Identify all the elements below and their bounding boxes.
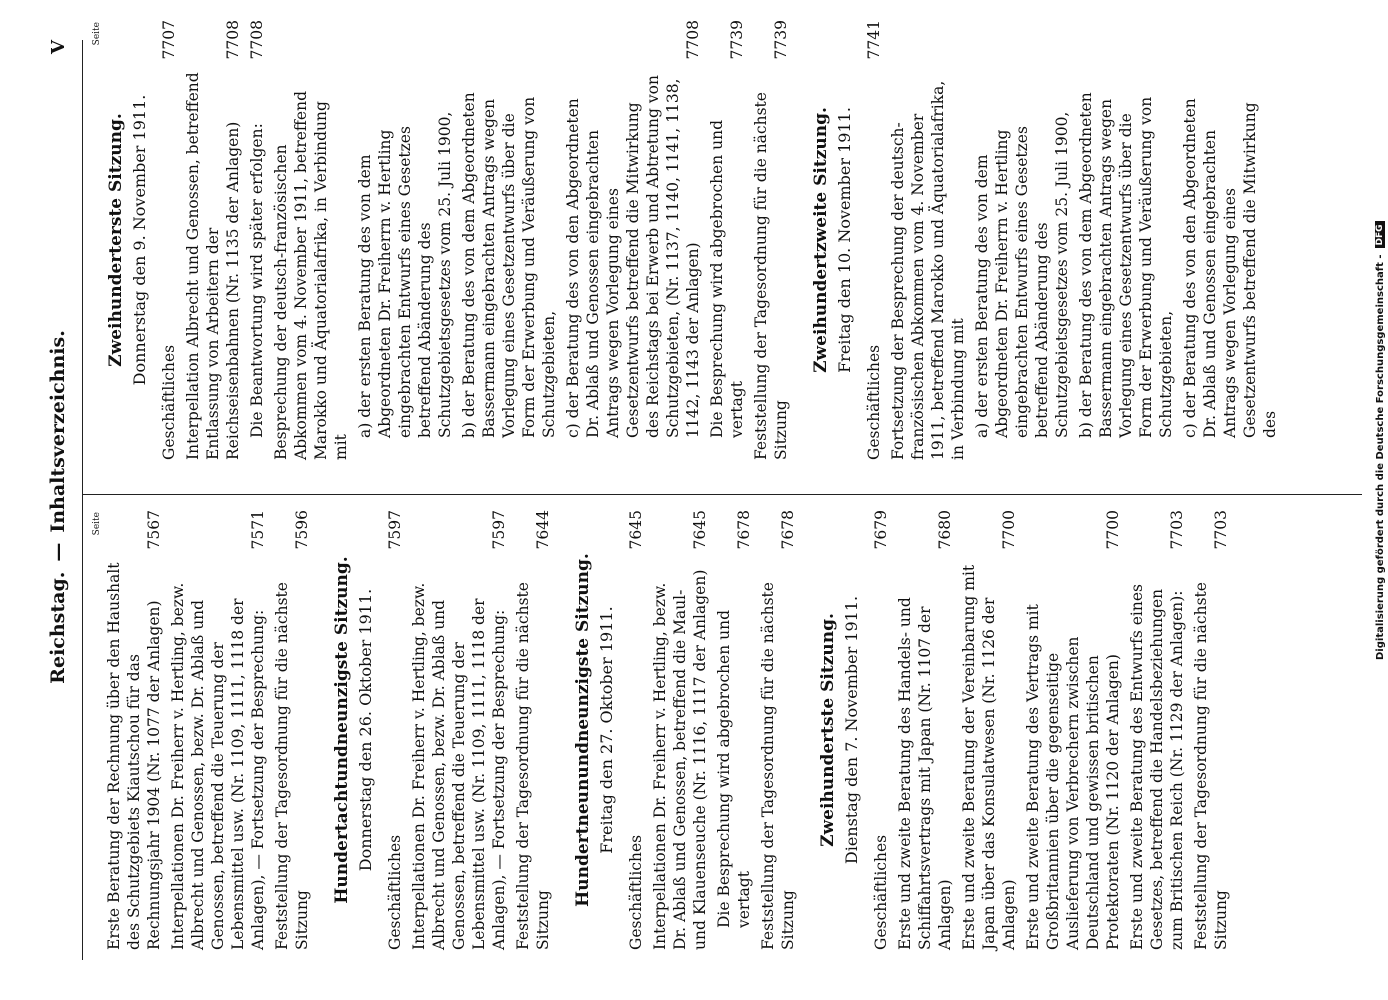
session-title: Zweihundertzweite Sitzung. — [811, 107, 831, 373]
entry-page: 7703 — [1168, 510, 1186, 550]
header-rule — [82, 40, 83, 960]
session-entries — [871, 510, 1231, 950]
entry-text: Die Besprechung wird abgebrochen und vertagt — [715, 609, 753, 928]
entry-text: a) der ersten Beratung des von dem Abgeordneten Dr. Freiherrn v. Hertling eingebrachten Entwurfs eines Gesetzes betreffend Abänderung des Schutzgebietsgesetzes vom 25. Juli 1900, — [356, 111, 454, 438]
session-entries — [626, 510, 798, 950]
toc-entry — [714, 510, 754, 950]
entry-text: Die Besprechung wird abgebrochen und vertagt — [708, 119, 746, 438]
session-title: Zweihunderterste Sitzung. — [106, 113, 126, 367]
entry-page: 7597 — [490, 510, 508, 550]
seite-label: Seite — [92, 22, 102, 46]
toc-entry — [758, 510, 798, 950]
toc-entry — [385, 510, 405, 950]
page-header — [38, 40, 78, 960]
page-number: V — [47, 40, 69, 54]
session-entries — [385, 510, 553, 950]
entry-page: 7678 — [735, 510, 753, 550]
toc-entry — [563, 20, 703, 460]
session-date: Freitag den 10. November 1911. — [835, 107, 854, 373]
entry-page: 7644 — [534, 510, 552, 550]
entry-text: Fortsetzung der Besprechung der deutsch-französischen Abkommen vom 4. November 1911, betreffend Marokko und Äquatorialafrika, in Verbindung mit — [889, 80, 967, 460]
toc-entry — [871, 510, 891, 950]
digitization-text: Digitalisierung gefördert durch die Deutsche Forschungsgemeinschaft - — [1374, 254, 1386, 660]
session-title: Zweihundertste Sitzung. — [818, 613, 838, 847]
session-entries — [159, 20, 791, 460]
toc-entry — [626, 510, 646, 950]
session-title: Hundertneunundneunzigste Sitzung. — [573, 553, 593, 907]
entry-page: 7680 — [936, 510, 954, 550]
toc-entry — [183, 20, 243, 460]
toc-entry — [1191, 510, 1231, 950]
session-date: Donnerstag den 9. November 1911. — [130, 94, 149, 386]
toc-entry — [513, 510, 553, 950]
entry-text: Feststellung der Tagesordnung für die nächste Sitzung — [759, 582, 797, 950]
toc-entry — [751, 20, 791, 460]
entry-text: Erste und zweite Beratung des Entwurfs eines Gesetzes, betreffend die Handelsbeziehungen zum Britischen Reich (Nr. 1129 der Anlagen): — [1128, 584, 1186, 950]
toc-entry — [1127, 510, 1187, 950]
header-left: Reichstag. — [47, 571, 69, 684]
toc-entry — [707, 20, 747, 460]
entry-text: Besprechung der deutsch-französischen Abkommen vom 4. November 1911, betreffend Marokko und Äquatorialafrika, in Verbindung mit — [272, 91, 350, 460]
digitization-note — [1372, 0, 1388, 1000]
toc-entry — [888, 20, 968, 460]
toc-entry — [1076, 20, 1176, 460]
entry-text: Feststellung der Tagesordnung für die nächste Sitzung — [514, 582, 552, 950]
entry-text: Erste und zweite Beratung der Vereinbarung mit Japan über das Konsulatwesen (Nr. 1126 der Anlagen) — [960, 564, 1018, 950]
toc-entry — [104, 510, 164, 950]
entry-text: b) der Beratung des von dem Abgeordneten Bassermann eingebrachten Antrags wegen Vorlegung eines Gesetzentwurfs über die Form der Erwerbung und Veräußerung von Schutzgebieten, — [460, 92, 558, 438]
session-date: Donnerstag den 26. Oktober 1911. — [356, 588, 375, 872]
entry-text: Feststellung der Tagesordnung für die nächste Sitzung — [273, 582, 311, 950]
entry-text: a) der ersten Beratung des von dem Abgeordneten Dr. Freiherrn v. Hertling eingebrachten Entwurfs eines Gesetzes betreffend Abänderung des Schutzgebietsgesetzes vom 25. Juli 1900, — [973, 111, 1071, 438]
seite-label: Seite — [92, 512, 102, 536]
entry-page: 7678 — [779, 510, 797, 550]
left-column — [92, 510, 1235, 950]
entry-text: Interpellation Albrecht und Genossen, betreffend Entlassung von Arbeitern der Reichseisenbahnen (Nr. 1135 der Anlagen) — [184, 72, 242, 460]
toc-entry — [959, 510, 1019, 950]
entry-text: Interpellationen Dr. Freiherr v. Hertling, bezw. Albrecht und Genossen, bezw. Dr. Ablaß und Genossen, betreffend die Teuerung der Lebensmittel usw. (Nr. 1109, 1111, 1118 der Anlagen), — Fortsetzung der Besprechung: — [410, 582, 508, 950]
toc-entry — [864, 20, 884, 460]
entry-page: 7679 — [872, 510, 890, 550]
entry-text: b) der Beratung des von dem Abgeordneten Bassermann eingebrachten Antrags wegen Vorlegung eines Gesetzentwurfs über die Form der Erwerbung und Veräußerung von Schutzgebieten, — [1077, 92, 1175, 438]
toc-entry — [895, 510, 955, 950]
header-center: Inhaltsverzeichnis. — [47, 330, 69, 533]
entry-page: 7596 — [293, 510, 311, 550]
entry-page: 7700 — [1000, 510, 1018, 550]
entry-page: 7707 — [160, 20, 178, 60]
entry-page: 7567 — [145, 510, 163, 550]
toc-entry — [355, 20, 455, 460]
entry-text: Erste und zweite Beratung des Vertrags mit Großbritannien über die gegenseitige Auslieferung von Verbrechern zwischen Deutschland und gewissen britischen Protektoraten (Nr. 1120 der Anlagen) — [1024, 604, 1122, 950]
toc-entry — [459, 20, 559, 460]
entries-top — [104, 510, 312, 950]
entry-page: 7645 — [627, 510, 645, 550]
toc-entry — [1023, 510, 1123, 950]
header-dash: — — [47, 542, 69, 562]
entry-text: c) der Beratung des von den Abgeordneten Dr. Ablaß und Genossen eingebrachten Antrags wegen Vorlegung eines Gesetzentwurfs betreffend die Mitwirkung des — [1181, 98, 1279, 438]
toc-entry — [650, 510, 710, 950]
entry-page: 7739 — [728, 20, 746, 60]
entry-text: Geschäftliches — [872, 834, 890, 950]
entry-text: Erste Beratung der Rechnung über den Haushalt des Schutzgebiets Kiautschou für das Rechnungsjahr 1904 (Nr. 1077 der Anlagen) — [105, 562, 163, 950]
toc-entry — [247, 20, 267, 460]
entry-page: 7739 — [772, 20, 790, 60]
column-divider — [82, 494, 1362, 495]
entry-text: Interpellationen Dr. Freiherr v. Hertling, bezw. Dr. Ablaß und Genossen, betreffend die Maul- und Klauenseuche (Nr. 1116, 1117 der Anlagen) — [651, 569, 709, 950]
toc-entry — [271, 20, 351, 460]
entry-page: 7571 — [249, 510, 267, 550]
entry-text: Feststellung der Tagesordnung für die nächste Sitzung — [752, 92, 790, 460]
toc-entry — [272, 510, 312, 950]
entry-text: Interpellationen Dr. Freiherr v. Hertling, bezw. Albrecht und Genossen, bezw. Dr. Ablaß und Genossen, betreffend die Teuerung der Lebensmittel usw. (Nr. 1109, 1111, 1118 der Anlagen), — Fortsetzung der Besprechung: — [169, 582, 267, 950]
dfg-logo: DFG — [1375, 221, 1385, 248]
entry-page: 7700 — [1104, 510, 1122, 550]
entry-text: Geschäftliches — [160, 344, 178, 460]
entry-page: 7741 — [865, 20, 883, 60]
right-column — [92, 20, 1284, 460]
entry-text: Geschäftliches — [627, 834, 645, 950]
entry-text: Feststellung der Tagesordnung für die nächste Sitzung — [1192, 582, 1230, 950]
toc-entry — [972, 20, 1072, 460]
entry-page: 7703 — [1212, 510, 1230, 550]
entry-page: 7708 — [684, 20, 702, 60]
entry-page: 7708 — [248, 20, 266, 60]
entry-text: Geschäftliches — [865, 344, 883, 460]
toc-entry — [159, 20, 179, 460]
entry-text: Erste und zweite Beratung des Handels- und Schiffahrtsvertrags mit Japan (Nr. 1107 der Anlagen) — [896, 597, 954, 950]
running-title — [47, 330, 69, 684]
toc-entry — [1180, 20, 1280, 460]
entry-text: Die Beantwortung wird später erfolgen: — [248, 123, 266, 438]
session-entries — [864, 20, 1280, 460]
toc-entry — [168, 510, 268, 950]
session-date: Dienstag den 7. November 1911. — [842, 595, 861, 865]
entry-page: 7645 — [691, 510, 709, 550]
entry-text: Geschäftliches — [386, 834, 404, 950]
session-date: Freitag den 27. Oktober 1911. — [597, 606, 616, 854]
session-title: Hundertachtundneunzigste Sitzung. — [332, 556, 352, 904]
entry-text: c) der Beratung des von den Abgeordneten Dr. Ablaß und Genossen eingebrachten Antrags wegen Vorlegung eines Gesetzentwurfs betreffend die Mitwirkung des Reichstags bei Erwerb und Abtretung von Schutzgebieten, (Nr. 1137, 1140, 1141, 1138, 1142, 1143 der Anlagen) — [564, 75, 702, 438]
entry-page: 7597 — [386, 510, 404, 550]
entry-page: 7708 — [224, 20, 242, 60]
toc-entry — [409, 510, 509, 950]
